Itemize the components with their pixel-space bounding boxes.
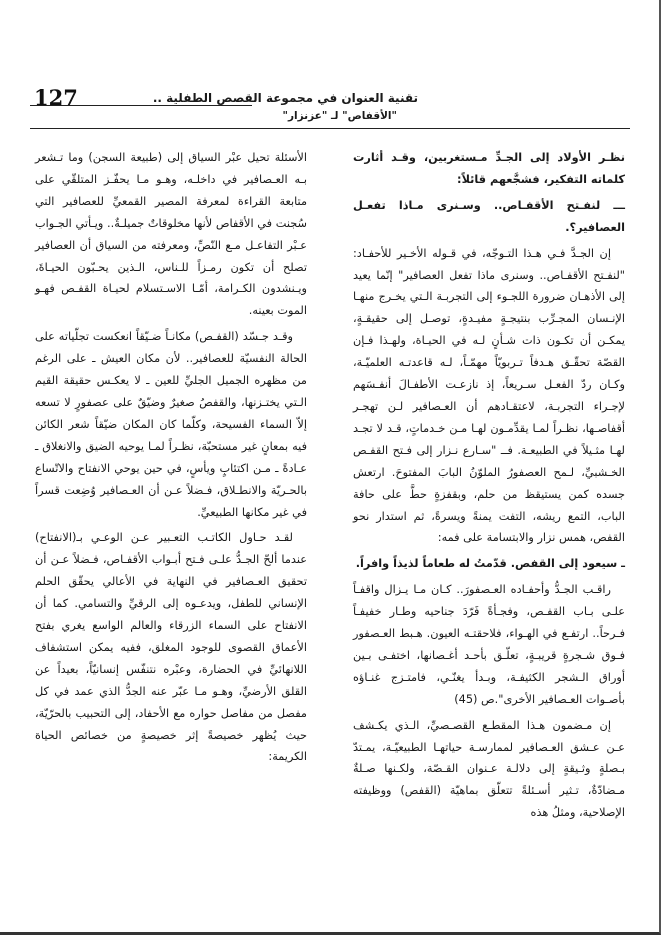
paragraph: الأسئلة تحيل عبْر السياق إلى (طبيعة السجن) وما تـشعر بـه العـصافير في داخلـه، وهـو مـا يحفّـز المتلقّي على متابعة القراءة لمعرفة المصير القمعيِّ للعصافير التي سُجنت في الأقفاص لأنها مخلوقاتٌ جميلـةٌ.. ويـأتي الجـواب عـبْر التفاعـل مـع النّصِّ، ومعرفته من السياق أن العصافير تصلح أن تكون رمـزاً للـناس، الـذين يحـبّون الحيـاةَ، ويـنشدون الكـرامة، أمّـا الاسـتسلام لحيـاة القفـص فهـو الموت بعينه.: [35, 151, 307, 318]
paragraph: ـ سيعود إلى القفص. قدّمتُ له طعاماً لذيذاً وافراً.: [355, 557, 625, 571]
left-column: [35, 147, 307, 772]
header-divider-short: [30, 105, 252, 106]
running-header: [30, 85, 630, 133]
header-divider: [30, 128, 630, 129]
paragraph: لقـد حـاول الكاتـب التعـبير عـن الوعـي بـ(الانفتاح) عندما ألحّ الجـدُّ علـى فـتح أبـواب الأقفـاص، فـضلاً عـن أن تحقيق العـصافير في النهاية في الأعالي يحقّق الحلم الإنساني للطفل، ويدعـوه إلى الرقيِّ والتسامي. كما أن الانفتاح على السماء الزرقاء والعالم الواسع يغري بفتح الأعماق القصوى للوجود المغلق، ففيه يمكن استشفاف اللانهائيِّ في الحضارة، وعبْره نتنفّس إنسانيّاً، بعيداً عن القلق الأرضيِّ، وهـو مـا عبّر عنه الجدُّ الذي عمد في كل مفصل من مفاصل حواره مع الأحفاد، إلى التحبيب بالحرّيّة، حيث يُظهر خصيصةً إثر خصيصةٍ من خصائص الحياة الكريمة:: [35, 531, 307, 764]
running-title: تقنية العنوان في مجموعة القصص الطفلية ..: [152, 91, 418, 105]
paragraph: نظـر الأولاد إلى الجـدِّ مـستغربين، وقـد أثارت كلماته التفكير، فشجَّعهم قائلاً:: [353, 151, 625, 186]
paragraph: إن مـضمون هـذا المقطـع القصـصيِّ، الـذي يكـشف عـن عـشق العـصافير لممارسـة حياتهـا الطبيعيّـة، يمـتدّ بـصلةٍ وثـيقةٍ إلى دلالـة عـنوان القـصّة، ولكـنها صـلةٌ مـضادّةٌ، تـثير أسـئلةً تتعلّق بماهيّة (القفص) ووظيفته الإصلاحية، ومثلُ هذه: [353, 718, 625, 820]
text-columns: [35, 147, 625, 927]
paragraph: ـــ لنفـتح الأقفـاص.. وسـنرى مـاذا تفعـل العصافير؟.: [353, 198, 625, 234]
page-number: 127: [34, 85, 78, 110]
paragraph: راقـب الجـدُّ وأحفـاده العـصفورَ.. كـان مـا يـزال واقفـاً علـى بـاب القفـص، وفجـأةً فَرّدَ جناحيه وطـار خفيفـاً فـرحاً.. ارتفـع في الهـواء، فلاحقتـه العيون. هـبط العـصفور فـوق شـجرةٍ قريبـةٍ، تعلّـق بأحـد أغـصانها، اختفـى بـين أوراق الـشجر الكثيفـة، وبـدأ يغنّـي، فامتـزج غنـاؤه بأصـوات العـصافير الأخرى".ص (45): [353, 583, 625, 706]
right-column: [353, 147, 625, 828]
paragraph: وقـد جـسّد (القفـص) مكانـاً ضـيّقاً انعكست تجلّياته على الحالة النفسيّة للعصافير.. لأن مكان العيش ـ على الرغم من مظهره الجميل الجليِّ للعين ـ لا يعكـس حقيقة القيم الـتي يختـزنها، والقفصُ صغيرٌ وضيّقٌ على عصفورٍ لا تسعه إلاّ السماء الفسيحة، وكلّما كان المكان ضيّقاً شعر الكائن فيه بمعانٍ غير مستحبّة، نظـراً لمـا يوحيه الضيق والانغلاق ـ عـادةً ـ مـن اكتئابٍ ويأسٍ، في حين يوحي الانفتاح والاتّساع بالحـريّة والانطـلاق، فـضلاً عـن أن العـصافير وُضِعت قسراً في غير مكانها الطبيعيِّ.: [35, 330, 307, 519]
paragraph: إن الجـدَّ فـي هـذا التـوجّه، في قـوله الأخـير للأحفـاد: "لنفـتح الأقفـاص.. وسنرى ماذا تفعل العصافير" إنّما يعيد إلى الأذهـان ضرورة اللجـوء إلى التجربـة الـتي يخـرج منهـا الإنـسان المجـرِّب بنتيجـةٍ مفيـدةٍ، توصـل إلى حقيقـةٍ، يمكـن أن تكـون ذات شـأنٍ لـه في الحيـاة، ولهـذا فـإن القصّة تحقّـق هـدفاً تـربويّاً مهمّـاً، لـه قاعدتـه العلميّـة، وكـان ردّ الفعـل سـريعاً، إذ نازعـت الأطفـالَ أنفـسَهم لإجـراء التجربـة، لاعتقـادهم أن العـصافير لـن تهجـر أقفاصـها، نظـراً لمـا يقدِّمـون لهـا مـن خـدماتٍ، قـد لا تجـد لهـا مثـيلاً في الطبيعـة. فــ "سـارع نـزار إلى فـتح القفـص الخـشبيِّ، لـمح العصفورُ الملوّنُ البابَ المفتوحَ. ارتعش جسده كمن يستيقظ من حلم، وبقفزةٍ حطَّ على حافة الباب، التمع ريشه، التفت يمنةً ويسرةً، ثم استدار نحو القفص، همس نزار والابتسامة على فمه:: [353, 246, 625, 545]
running-subtitle: "الأقفاص" لـ "عزنزار": [282, 110, 397, 122]
